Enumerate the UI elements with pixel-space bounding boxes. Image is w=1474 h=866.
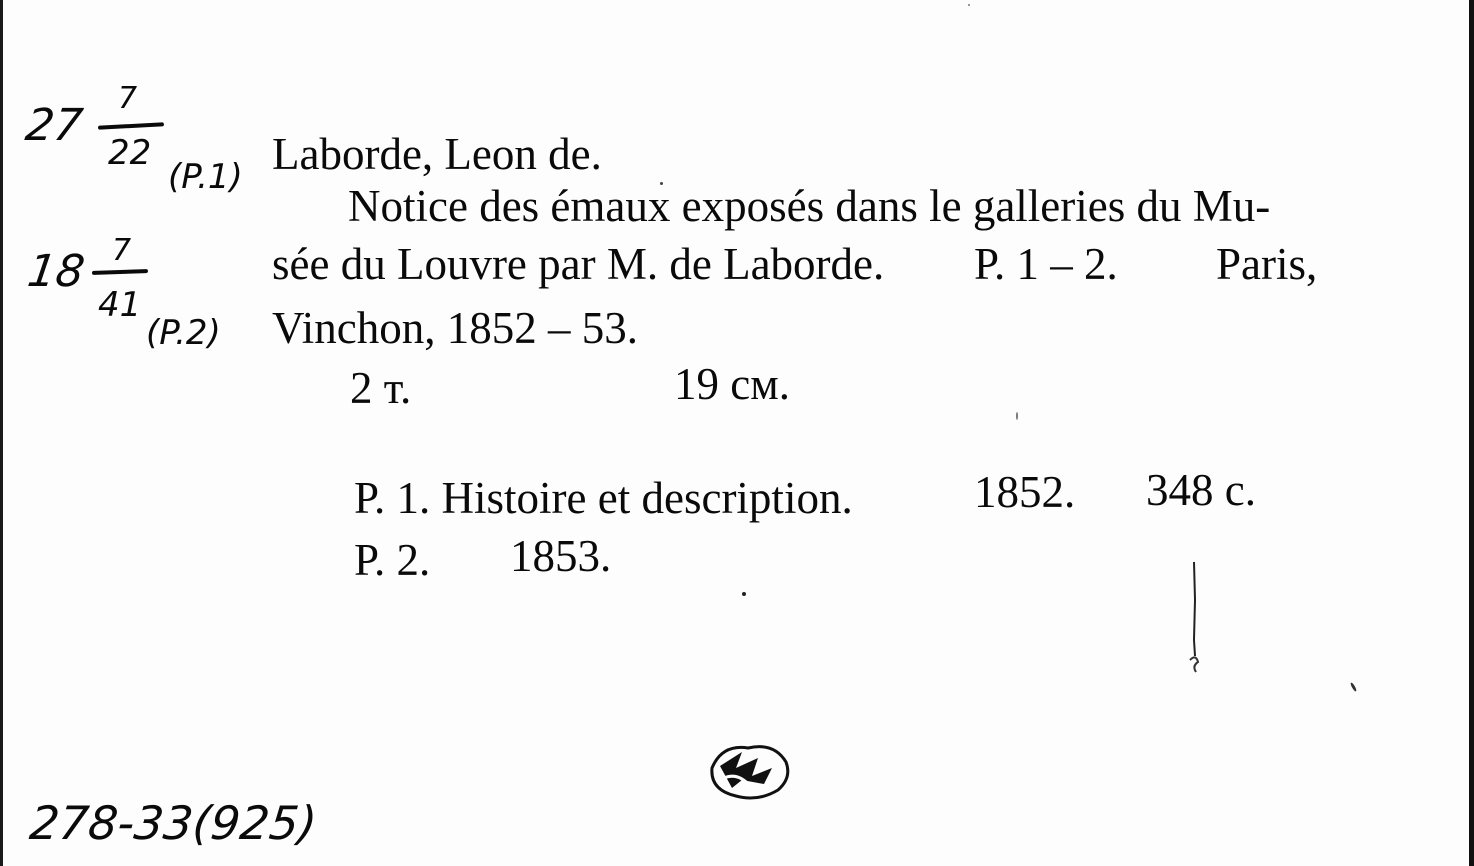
publication-place: Paris, xyxy=(1216,239,1318,289)
contents-part-1-pages: 348 c. xyxy=(1146,465,1256,515)
contents-part-1: P. 1. Histoire et description. xyxy=(354,473,853,523)
scan-speck xyxy=(1350,682,1358,692)
title-line-2: sée du Louvre par M. de Laborde. xyxy=(272,239,885,289)
author-heading: Laborde, Leon de. xyxy=(272,129,602,179)
shelfmark-1-number: 27 xyxy=(22,100,86,151)
bottom-call-number: 278-33(925) xyxy=(27,796,320,850)
shelfmark-2-part: (P.2) xyxy=(146,313,221,353)
ink-stamp xyxy=(702,738,794,802)
shelfmark-1-numerator: 7 xyxy=(118,81,138,116)
scan-speck xyxy=(968,4,970,6)
scan-speck xyxy=(742,592,746,596)
contents-part-2-year: 1853. xyxy=(510,531,612,581)
card-left-edge xyxy=(0,0,3,866)
contents-part-2: P. 2. xyxy=(354,535,431,585)
contents-part-1-year: 1852. xyxy=(974,467,1076,517)
volumes-count: 2 т. xyxy=(350,363,412,413)
shelfmark-1-part: (P.1) xyxy=(168,157,243,197)
shelfmark-1-fraction-bar xyxy=(98,122,164,129)
pencil-mark xyxy=(1186,560,1204,680)
book-size: 19 см. xyxy=(674,359,790,409)
card-right-edge xyxy=(1469,0,1474,866)
parts-range: P. 1 – 2. xyxy=(974,239,1118,289)
shelfmark-2-numerator: 7 xyxy=(112,233,132,268)
publisher-year: Vinchon, 1852 – 53. xyxy=(272,303,639,353)
shelfmark-1-denominator: 22 xyxy=(108,133,152,173)
shelfmark-2-denominator: 41 xyxy=(98,285,142,325)
shelfmark-2-number: 18 xyxy=(24,246,88,297)
title-line-1: Notice des émaux exposés dans le galleries du Mu- xyxy=(348,181,1271,231)
scan-speck xyxy=(1016,412,1018,420)
shelfmark-2-fraction-bar xyxy=(92,269,148,275)
